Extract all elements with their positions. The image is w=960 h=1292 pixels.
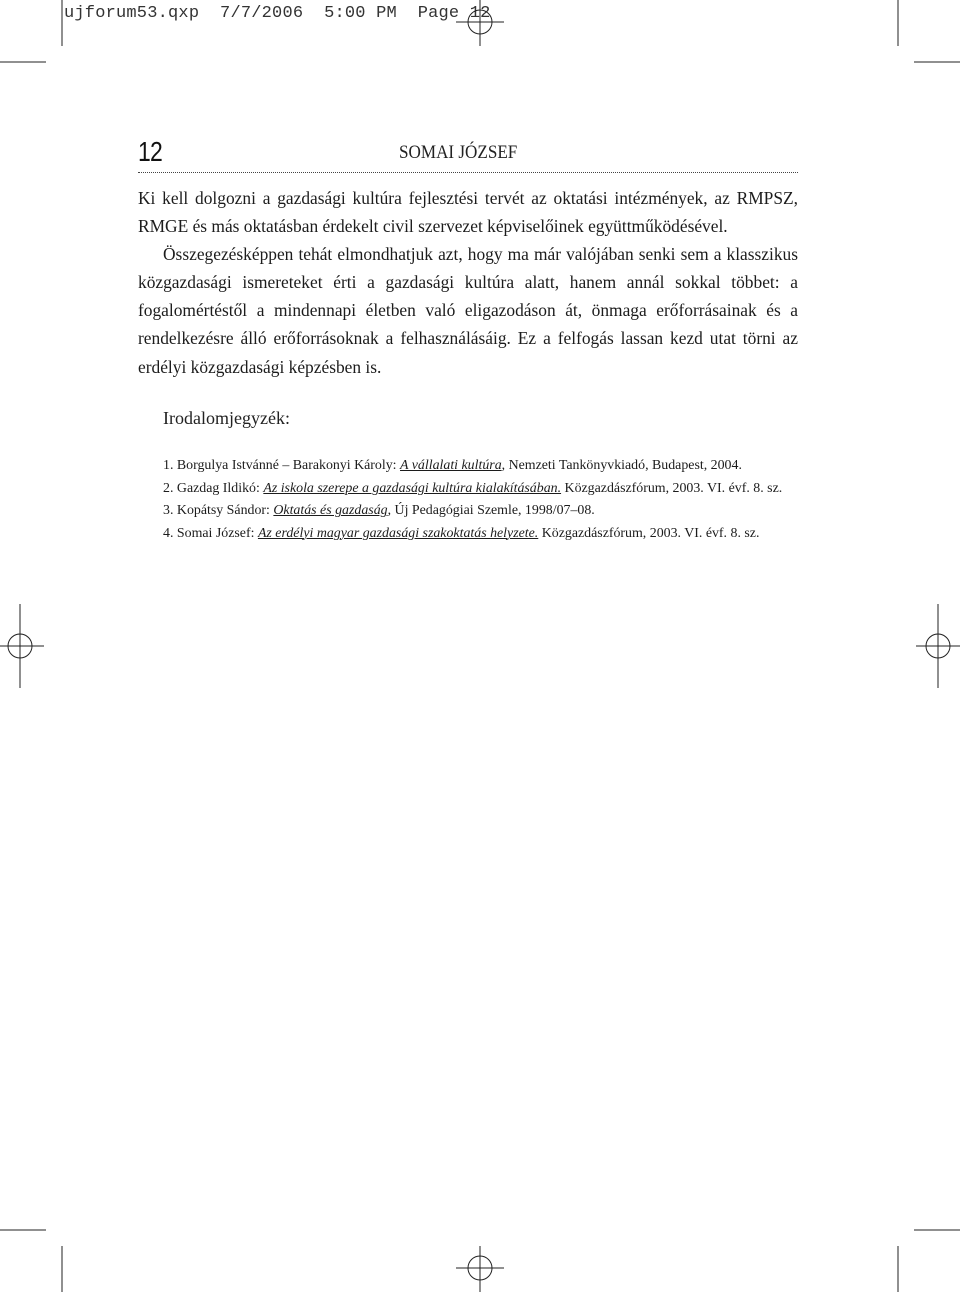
slug-page: Page 12: [417, 4, 491, 23]
slug-file: ujforum53.qxp: [64, 4, 200, 23]
reference-author: Kopátsy Sándor:: [176, 503, 270, 519]
references-list: [163, 455, 863, 545]
reference-item: [163, 478, 863, 501]
slug-time: 5:00 PM: [324, 4, 397, 23]
reference-author: Gazdag Ildikó:: [176, 480, 260, 496]
body-text: [138, 184, 798, 381]
running-head-author: SOMAI JÓZSEF: [398, 142, 517, 163]
reference-item: [163, 455, 863, 478]
reference-number: 2.: [163, 480, 174, 496]
reference-title: Az erdélyi magyar gazdasági szakoktatás helyzete.: [257, 525, 539, 541]
references-heading: Irodalomjegyzék:: [163, 408, 290, 428]
reference-item: [163, 523, 863, 546]
page-number: 12: [138, 136, 162, 167]
reference-number: 1.: [163, 458, 174, 473]
paragraph: Összegezésképpen tehát elmondhatjuk azt, hogy ma már valójában senki sem a klasszikus közgazdasági ismereteket érti a gazdasági kultúra alatt, hanem annál sokkal többet: a fogalomértéstől a mindennapi életben való eligazodáson át, önmaga erőforrásainak és a rendelkezésre álló erőforrásoknak a felhasználásáig. Ez a felfogás lassan kezd utat törni az erdélyi közgazdasági képzésben is.: [138, 244, 798, 377]
running-header: [138, 132, 798, 173]
reference-title: Az iskola szerepe a gazdasági kultúra kialakításában.: [263, 480, 562, 496]
paragraph: Ki kell dolgozni a gazdasági kultúra fejlesztési tervét az oktatási intézmények, az RMPSZ, RMGE és más oktatásban érdekelt civil szervezet képviselőinek együttműködésével.: [138, 188, 798, 237]
reference-title: Oktatás és gazdaság: [273, 503, 388, 519]
registration-mark-left: [0, 604, 44, 688]
reference-details: Közgazdászfórum, 2003. VI. évf. 8. sz.: [538, 525, 760, 541]
reference-title: A vállalati kultúra: [400, 458, 502, 473]
reference-details: Közgazdászfórum, 2003. VI. évf. 8. sz.: [561, 480, 783, 496]
reference-details: , Nemzeti Tankönyvkiadó, Budapest, 2004.: [501, 458, 742, 473]
slug-date: 7/7/2006: [220, 4, 304, 23]
reference-item: [163, 500, 863, 523]
registration-mark-bottom: [456, 1246, 504, 1292]
registration-mark-right: [916, 604, 960, 688]
reference-number: 4.: [163, 525, 174, 541]
reference-author: Borgulya Istvánné – Barakonyi Károly:: [176, 458, 397, 473]
registration-mark-top: [456, 0, 504, 46]
reference-details: , Új Pedagógiai Szemle, 1998/07–08.: [387, 503, 595, 519]
reference-author: Somai József:: [176, 525, 255, 541]
reference-number: 3.: [163, 503, 174, 519]
